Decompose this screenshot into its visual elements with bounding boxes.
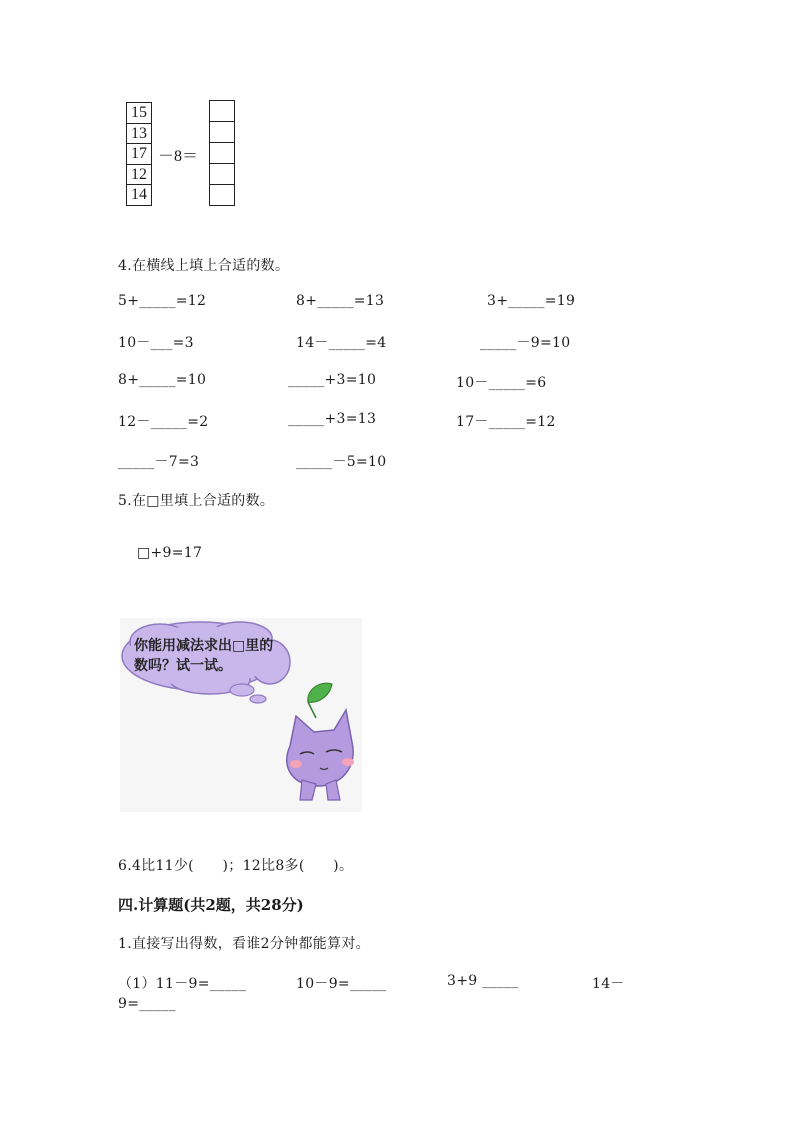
number-cell: 14 bbox=[126, 185, 152, 206]
answer-box[interactable] bbox=[209, 143, 235, 164]
fill-blank-item: 8+_____=10 bbox=[118, 372, 207, 388]
thought-bubble-text: 你能用减法求出□里的数吗？试一试。 bbox=[134, 638, 274, 674]
number-cell: 13 bbox=[126, 124, 152, 145]
calc-question-1-title: 1.直接写出得数，看谁2分钟都能算对。 bbox=[118, 936, 370, 952]
calc-item: （1）11－9=_____ bbox=[118, 976, 247, 992]
number-cell: 17 bbox=[126, 144, 152, 165]
calc-item-wrap: 9=_____ bbox=[118, 996, 176, 1012]
answer-box[interactable] bbox=[209, 164, 235, 185]
number-cell: 12 bbox=[126, 165, 152, 186]
section-4-heading: 四.计算题(共2题，共28分) bbox=[118, 896, 304, 914]
fill-blank-item: _____－9=10 bbox=[480, 335, 571, 351]
fill-blank-item: 10－_____=6 bbox=[456, 375, 547, 391]
answer-box[interactable] bbox=[209, 100, 235, 122]
fill-blank-item: 17－_____=12 bbox=[456, 414, 556, 430]
question-6: 6.4比11少( )；12比8多( )。 bbox=[118, 858, 354, 874]
number-column bbox=[126, 102, 152, 206]
number-cell: 15 bbox=[126, 102, 152, 124]
fill-blank-item: _____－5=10 bbox=[296, 454, 387, 470]
answer-box[interactable] bbox=[209, 185, 235, 206]
fill-blank-item: 14－_____=4 bbox=[296, 335, 387, 351]
minus-eight-operator: －8＝ bbox=[158, 148, 199, 165]
answer-box-column bbox=[209, 100, 235, 206]
question-5-title: 5.在□里填上合适的数。 bbox=[118, 493, 275, 509]
cat-illustration bbox=[120, 618, 362, 812]
calc-item: 14－ bbox=[592, 976, 625, 992]
answer-box[interactable] bbox=[209, 122, 235, 143]
fill-blank-item: 3+_____=19 bbox=[487, 293, 576, 309]
fill-blank-item: 10－___=3 bbox=[118, 335, 194, 351]
fill-blank-item: _____+3=13 bbox=[288, 411, 377, 427]
question-4-title: 4.在横线上填上合适的数。 bbox=[118, 258, 290, 274]
fill-blank-item: _____－7=3 bbox=[118, 454, 200, 470]
fill-blank-item: 8+_____=13 bbox=[296, 293, 385, 309]
fill-blank-item: _____+3=10 bbox=[288, 372, 377, 388]
calc-item: 3+9 _____ bbox=[447, 973, 519, 989]
question-5-equation: □+9=17 bbox=[137, 545, 203, 561]
fill-blank-item: 12－_____=2 bbox=[118, 414, 209, 430]
fill-blank-item: 5+_____=12 bbox=[118, 293, 207, 309]
calc-item: 10－9=_____ bbox=[296, 976, 387, 992]
